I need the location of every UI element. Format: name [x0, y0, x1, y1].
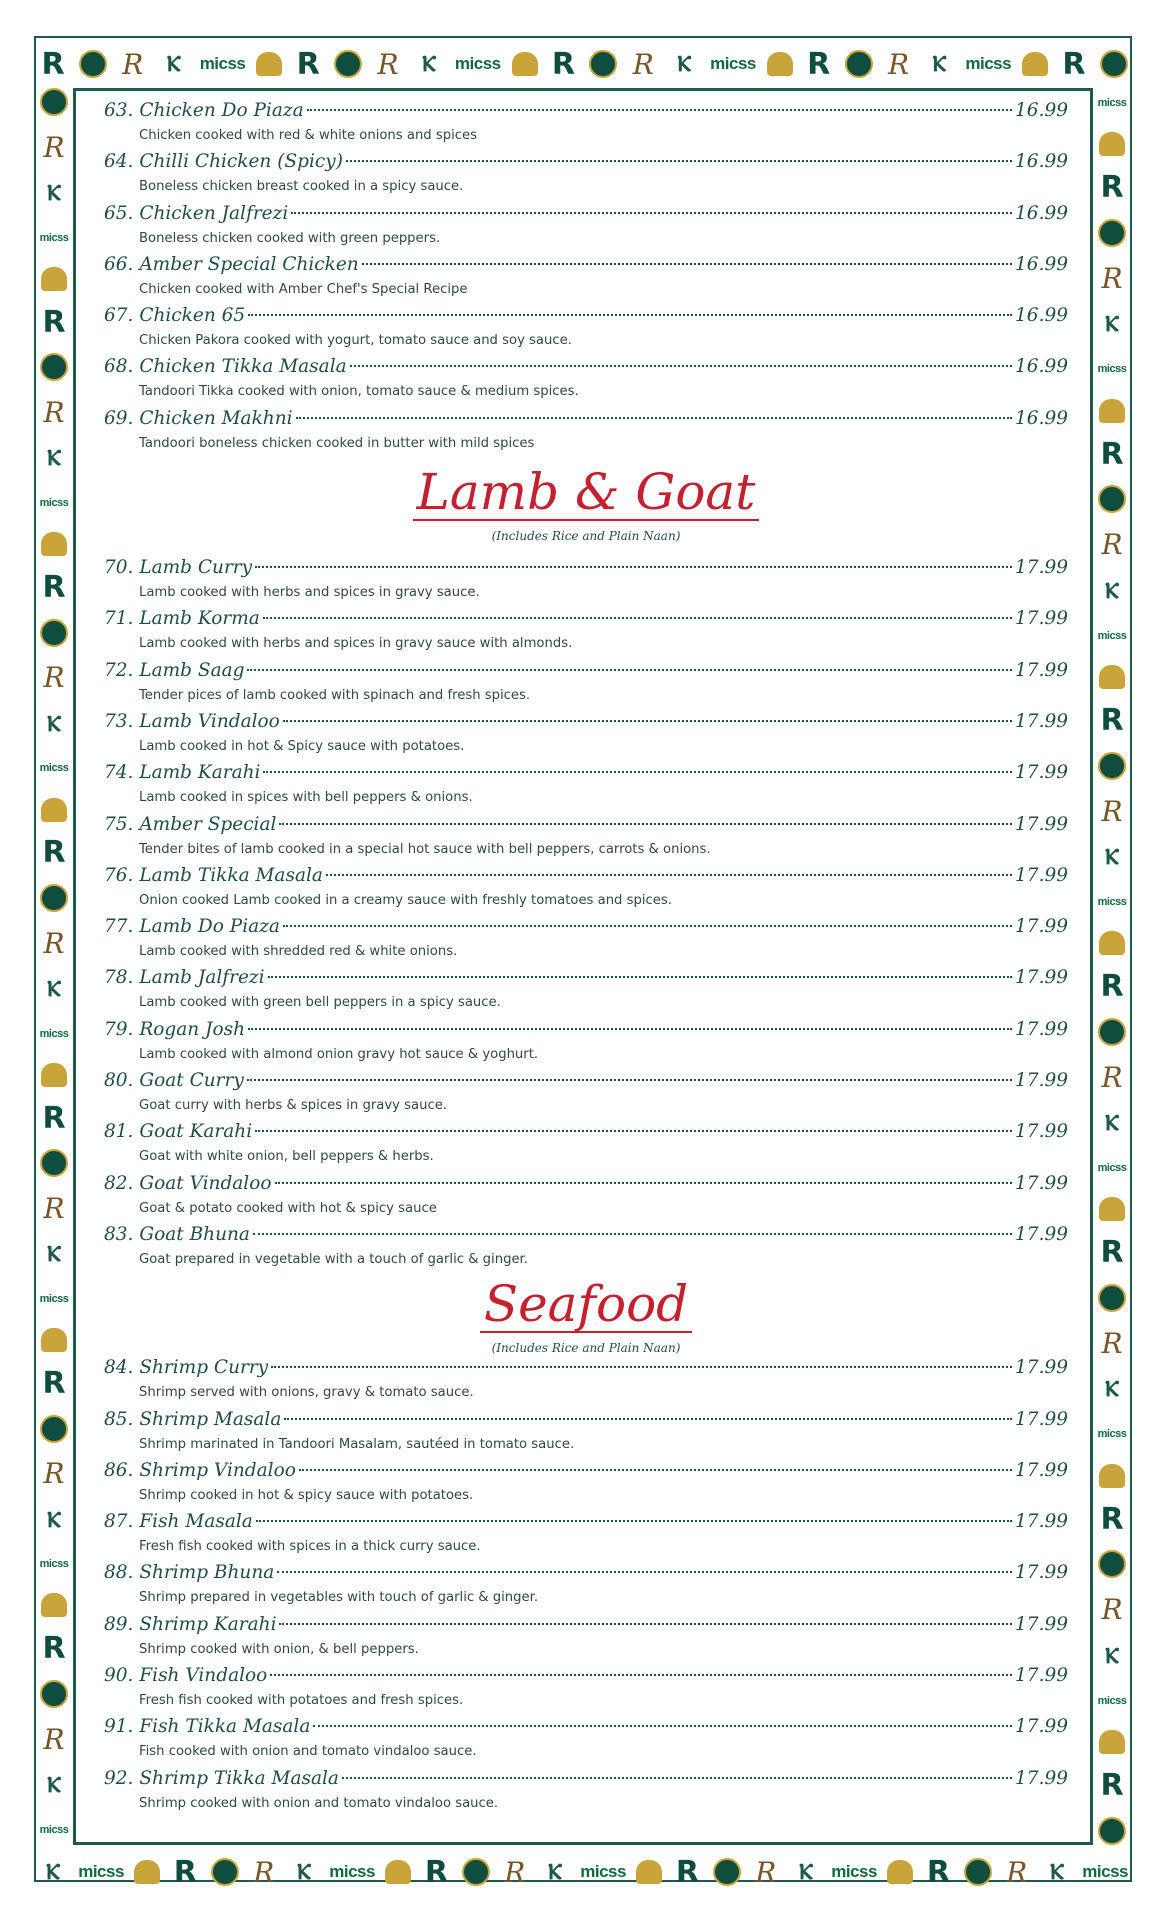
- item-name: 78. Lamb Jalfrezi: [104, 967, 265, 989]
- micss-logo-icon: micss: [831, 1862, 877, 1881]
- bar-glass-logo-icon: Ⲕ: [1105, 1377, 1119, 1403]
- script-r-logo-icon: R: [1101, 528, 1123, 562]
- food-bag-logo-icon: [767, 52, 793, 76]
- chicken-list: [104, 100, 1068, 459]
- script-r-logo-icon: R: [43, 396, 65, 430]
- item-description: Lamb cooked with herbs and spices in gravy sauce.: [139, 585, 480, 601]
- micss-logo-icon: micss: [1097, 1428, 1127, 1441]
- round-badge-logo-icon: [1100, 50, 1128, 78]
- item-price: 17.99: [1015, 1459, 1068, 1481]
- dot-leader: [279, 823, 1012, 825]
- menu-item: [104, 1665, 1068, 1716]
- item-name: 73. Lamb Vindaloo: [104, 710, 280, 732]
- dot-leader: [248, 314, 1012, 316]
- dot-leader: [275, 1182, 1013, 1184]
- menu-item: [104, 1070, 1068, 1121]
- round-badge-logo-icon: [40, 884, 68, 912]
- restaurant-r-logo-icon: R: [675, 1854, 699, 1890]
- item-price: 17.99: [1015, 813, 1068, 835]
- restaurant-r-logo-icon: R: [1100, 969, 1124, 1004]
- restaurant-r-logo-icon: R: [42, 304, 66, 340]
- item-description: Shrimp cooked with onion and tomato vindaloo sauce.: [139, 1795, 499, 1811]
- script-r-logo-icon: R: [43, 130, 65, 164]
- food-bag-logo-icon: [41, 532, 67, 556]
- item-price: 17.99: [1015, 1408, 1068, 1430]
- dot-leader: [253, 1233, 1012, 1235]
- menu-item: [104, 1562, 1068, 1613]
- item-description: Tender bites of lamb cooked in a special hot sauce with bell peppers, carrots & onions.: [139, 841, 711, 857]
- item-name: 69. Chicken Makhni: [104, 407, 293, 429]
- dot-leader: [296, 417, 1012, 419]
- food-bag-logo-icon: [1022, 52, 1048, 76]
- micss-logo-icon: micss: [1097, 97, 1127, 109]
- dot-leader: [263, 771, 1012, 773]
- dot-leader: [299, 1469, 1012, 1471]
- menu-item: [104, 100, 1068, 151]
- bar-glass-logo-icon: Ⲕ: [799, 1859, 813, 1885]
- item-price: 16.99: [1015, 407, 1068, 429]
- restaurant-r-logo-icon: R: [41, 46, 65, 82]
- script-r-logo-icon: R: [888, 47, 910, 81]
- dot-leader: [362, 263, 1012, 265]
- food-bag-logo-icon: [1099, 1730, 1125, 1754]
- micss-logo-icon: micss: [39, 1027, 69, 1040]
- item-description: Goat curry with herbs & spices in gravy sauce.: [139, 1098, 448, 1114]
- micss-logo-icon: micss: [710, 54, 756, 73]
- item-price: 17.99: [1015, 1172, 1068, 1194]
- bar-glass-logo-icon: Ⲕ: [1105, 1111, 1119, 1137]
- bar-glass-logo-icon: Ⲕ: [166, 51, 181, 77]
- food-bag-logo-icon: [1099, 132, 1125, 156]
- micss-logo-icon: micss: [1097, 1162, 1127, 1174]
- dot-leader: [346, 160, 1012, 162]
- item-description: Boneless chicken breast cooked in a spicy sauce.: [139, 179, 464, 195]
- restaurant-r-logo-icon: R: [1100, 1501, 1124, 1537]
- script-r-logo-icon: R: [1101, 1593, 1123, 1627]
- restaurant-r-logo-icon: R: [173, 1854, 197, 1890]
- item-price: 17.99: [1015, 762, 1068, 784]
- restaurant-r-logo-icon: R: [1100, 170, 1124, 206]
- restaurant-r-logo-icon: R: [551, 46, 576, 82]
- section-header-lamb-goat: [104, 459, 1068, 557]
- item-price: 17.99: [1015, 1070, 1068, 1092]
- script-r-logo-icon: R: [1101, 794, 1123, 828]
- micss-logo-icon: micss: [39, 231, 69, 244]
- bar-glass-logo-icon: Ⲕ: [1105, 1643, 1119, 1669]
- item-price: 17.99: [1015, 1121, 1068, 1143]
- item-price: 16.99: [1015, 202, 1068, 224]
- item-description: Shrimp prepared in vegetables with touch of garlic & ginger.: [139, 1590, 539, 1606]
- round-badge-logo-icon: [1098, 1018, 1126, 1046]
- dot-leader: [270, 1674, 1012, 1676]
- item-name: 89. Shrimp Karahi: [104, 1613, 277, 1635]
- item-price: 17.99: [1015, 1665, 1068, 1687]
- menu-item: [104, 1511, 1068, 1562]
- script-r-logo-icon: R: [504, 1855, 526, 1889]
- item-price: 17.99: [1015, 1223, 1068, 1245]
- script-r-logo-icon: R: [253, 1855, 275, 1889]
- menu-item: [104, 660, 1068, 711]
- item-description: Lamb cooked in spices with bell peppers & onions.: [139, 790, 473, 806]
- script-r-logo-icon: R: [1101, 1060, 1123, 1094]
- dot-leader: [271, 1366, 1012, 1368]
- micss-logo-icon: micss: [39, 1292, 69, 1305]
- micss-logo-icon: micss: [329, 1862, 375, 1881]
- round-badge-logo-icon: [713, 1858, 741, 1886]
- item-name: 75. Amber Special: [104, 813, 277, 835]
- item-name: 77. Lamb Do Piaza: [104, 916, 280, 938]
- food-bag-logo-icon: [256, 52, 282, 76]
- item-description: Lamb cooked in hot & Spicy sauce with potatoes.: [139, 738, 465, 754]
- item-name: 71. Lamb Korma: [104, 608, 260, 630]
- lamb-goat-list: [104, 557, 1068, 1275]
- menu-item: [104, 967, 1068, 1018]
- micss-logo-icon: micss: [580, 1862, 626, 1881]
- item-description: Goat with white onion, bell peppers & herbs.: [139, 1149, 434, 1165]
- round-badge-logo-icon: [40, 1149, 68, 1177]
- round-badge-logo-icon: [40, 353, 68, 381]
- script-r-logo-icon: R: [43, 1191, 65, 1225]
- food-bag-logo-icon: [1099, 1464, 1125, 1488]
- micss-logo-icon: micss: [1082, 1862, 1128, 1881]
- dot-leader: [255, 566, 1012, 568]
- bar-glass-logo-icon: Ⲕ: [932, 51, 947, 77]
- micss-logo-icon: micss: [965, 54, 1012, 73]
- bar-glass-logo-icon: Ⲕ: [422, 51, 436, 77]
- bar-glass-logo-icon: Ⲕ: [47, 180, 61, 206]
- dot-leader: [284, 1418, 1012, 1420]
- menu-content: [104, 100, 1068, 1819]
- script-r-logo-icon: R: [122, 47, 144, 81]
- bar-glass-logo-icon: Ⲕ: [677, 51, 692, 77]
- dot-leader: [247, 669, 1012, 671]
- item-name: 79. Rogan Josh: [104, 1018, 246, 1040]
- item-description: Shrimp marinated in Tandoori Masalam, sautéed in tomato sauce.: [139, 1436, 575, 1452]
- round-badge-logo-icon: [40, 619, 68, 647]
- round-badge-logo-icon: [1098, 1817, 1126, 1845]
- micss-logo-icon: micss: [39, 1558, 69, 1571]
- menu-item: [104, 711, 1068, 762]
- item-description: Lamb cooked with green bell peppers in a spicy sauce.: [139, 995, 501, 1011]
- restaurant-r-logo-icon: R: [1062, 46, 1086, 82]
- item-name: 87. Fish Masala: [104, 1511, 253, 1533]
- dot-leader: [342, 1777, 1012, 1779]
- item-description: Shrimp cooked with onion, & bell peppers.: [139, 1641, 419, 1657]
- restaurant-r-logo-icon: R: [42, 1365, 66, 1401]
- item-description: Fresh fish cooked with potatoes and fresh spices.: [139, 1693, 464, 1709]
- micss-logo-icon: micss: [1097, 1694, 1127, 1707]
- bar-glass-logo-icon: Ⲕ: [1105, 844, 1119, 870]
- item-name: 70. Lamb Curry: [104, 557, 253, 579]
- restaurant-r-logo-icon: R: [424, 1854, 448, 1890]
- bar-glass-logo-icon: Ⲕ: [1105, 312, 1119, 338]
- section-subtitle: (Includes Rice and Plain Naan): [491, 1341, 681, 1356]
- script-r-logo-icon: R: [377, 47, 399, 81]
- item-price: 17.99: [1015, 1562, 1068, 1584]
- script-r-logo-icon: R: [755, 1855, 777, 1889]
- food-bag-logo-icon: [41, 267, 67, 291]
- food-bag-logo-icon: [41, 1328, 67, 1352]
- item-name: 80. Goat Curry: [104, 1070, 244, 1092]
- restaurant-r-logo-icon: R: [807, 46, 831, 82]
- menu-item: [104, 408, 1068, 459]
- item-name: 64. Chilli Chicken (Spicy): [104, 151, 343, 173]
- script-r-logo-icon: R: [1101, 1327, 1123, 1360]
- logo-border-bottom: [38, 1850, 1128, 1894]
- menu-item: [104, 1357, 1068, 1408]
- food-bag-logo-icon: [1099, 1197, 1125, 1221]
- section-header-seafood: [104, 1275, 1068, 1357]
- item-name: 83. Goat Bhuna: [104, 1223, 250, 1245]
- section-title: Seafood: [480, 1279, 692, 1333]
- food-bag-logo-icon: [385, 1860, 411, 1884]
- round-badge-logo-icon: [211, 1858, 239, 1886]
- bar-glass-logo-icon: Ⲕ: [548, 1859, 562, 1885]
- restaurant-r-logo-icon: R: [42, 835, 66, 871]
- item-description: Onion cooked Lamb cooked in a creamy sauce with freshly tomatoes and spices.: [139, 892, 672, 908]
- menu-item: [104, 1460, 1068, 1511]
- item-description: Tandoori Tikka cooked with onion, tomato sauce & medium spices.: [139, 384, 579, 400]
- menu-item: [104, 1409, 1068, 1460]
- item-description: Chicken Pakora cooked with yogurt, tomato sauce and soy sauce.: [139, 333, 572, 349]
- dot-leader: [268, 976, 1012, 978]
- restaurant-r-logo-icon: R: [296, 46, 320, 82]
- round-badge-logo-icon: [40, 88, 68, 116]
- restaurant-r-logo-icon: R: [1100, 1235, 1124, 1271]
- item-price: 17.99: [1015, 1767, 1068, 1789]
- round-badge-logo-icon: [1098, 219, 1126, 247]
- round-badge-logo-icon: [462, 1858, 490, 1886]
- item-name: 84. Shrimp Curry: [104, 1357, 269, 1379]
- dot-leader: [247, 1079, 1012, 1081]
- item-name: 81. Goat Karahi: [104, 1121, 253, 1143]
- menu-item: [104, 203, 1068, 254]
- restaurant-r-logo-icon: R: [1100, 702, 1124, 738]
- menu-item: [104, 151, 1068, 202]
- item-name: 76. Lamb Tikka Masala: [104, 864, 323, 886]
- menu-item: [104, 1121, 1068, 1172]
- item-name: 67. Chicken 65: [104, 305, 246, 327]
- round-badge-logo-icon: [40, 1415, 68, 1443]
- item-name: 86. Shrimp Vindaloo: [104, 1459, 296, 1481]
- bar-glass-logo-icon: Ⲕ: [47, 446, 61, 472]
- script-r-logo-icon: R: [1101, 262, 1123, 295]
- menu-item: [104, 1224, 1068, 1275]
- item-price: 16.99: [1015, 356, 1068, 378]
- food-bag-logo-icon: [41, 798, 67, 822]
- dot-leader: [256, 1520, 1012, 1522]
- item-price: 17.99: [1015, 916, 1068, 938]
- round-badge-logo-icon: [40, 1680, 68, 1708]
- bar-glass-logo-icon: Ⲕ: [47, 1242, 61, 1268]
- item-name: 88. Shrimp Bhuna: [104, 1562, 275, 1584]
- item-price: 16.99: [1015, 100, 1068, 121]
- script-r-logo-icon: R: [43, 1457, 65, 1491]
- menu-item: [104, 1173, 1068, 1224]
- item-description: Goat prepared in vegetable with a touch of garlic & ginger.: [139, 1251, 528, 1267]
- item-name: 85. Shrimp Masala: [104, 1408, 282, 1430]
- bar-glass-logo-icon: Ⲕ: [47, 1772, 61, 1798]
- item-price: 17.99: [1015, 864, 1068, 886]
- bar-glass-logo-icon: Ⲕ: [297, 1859, 311, 1885]
- micss-logo-icon: micss: [1097, 895, 1127, 908]
- item-price: 17.99: [1015, 967, 1068, 989]
- menu-item: [104, 1019, 1068, 1070]
- food-bag-logo-icon: [1099, 931, 1125, 955]
- menu-item: [104, 865, 1068, 916]
- micss-logo-icon: micss: [1097, 629, 1127, 642]
- menu-item: [104, 916, 1068, 967]
- item-price: 16.99: [1015, 253, 1068, 275]
- item-name: 68. Chicken Tikka Masala: [104, 356, 347, 378]
- item-name: 82. Goat Vindaloo: [104, 1172, 272, 1194]
- logo-border-right: [1096, 88, 1128, 1845]
- menu-item: [104, 608, 1068, 659]
- menu-item: [104, 305, 1068, 356]
- round-badge-logo-icon: [1098, 752, 1126, 780]
- micss-logo-icon: micss: [454, 54, 501, 73]
- item-description: Goat & potato cooked with hot & spicy sauce: [139, 1200, 437, 1216]
- logo-border-top: [38, 42, 1128, 86]
- menu-item: [104, 762, 1068, 813]
- bar-glass-logo-icon: Ⲕ: [47, 711, 61, 737]
- bar-glass-logo-icon: Ⲕ: [47, 1507, 61, 1533]
- menu-item: [104, 814, 1068, 865]
- item-name: 66. Amber Special Chicken: [104, 253, 359, 275]
- round-badge-logo-icon: [964, 1858, 992, 1886]
- item-description: Shrimp cooked in hot & spicy sauce with potatoes.: [139, 1487, 474, 1503]
- section-subtitle: (Includes Rice and Plain Naan): [491, 529, 681, 544]
- dot-leader: [283, 720, 1012, 722]
- round-badge-logo-icon: [79, 50, 107, 78]
- dot-leader: [279, 1623, 1012, 1625]
- menu-item: [104, 254, 1068, 305]
- round-badge-logo-icon: [1098, 485, 1126, 513]
- restaurant-r-logo-icon: R: [42, 569, 66, 605]
- restaurant-r-logo-icon: R: [926, 1854, 950, 1890]
- restaurant-r-logo-icon: R: [1100, 436, 1124, 472]
- bar-glass-logo-icon: Ⲕ: [47, 976, 61, 1002]
- item-name: 91. Fish Tikka Masala: [104, 1716, 311, 1738]
- item-description: Boneless chicken cooked with green peppers.: [139, 230, 441, 246]
- item-description: Tandoori boneless chicken cooked in butter with mild spices: [139, 435, 535, 451]
- bar-glass-logo-icon: Ⲕ: [1050, 1859, 1064, 1885]
- script-r-logo-icon: R: [43, 926, 65, 960]
- item-price: 17.99: [1015, 557, 1068, 579]
- item-name: 72. Lamb Saag: [104, 659, 245, 681]
- item-price: 16.99: [1015, 151, 1068, 173]
- dot-leader: [263, 617, 1012, 619]
- micss-logo-icon: micss: [1097, 363, 1127, 376]
- micss-logo-icon: micss: [78, 1862, 124, 1881]
- item-name: 90. Fish Vindaloo: [104, 1665, 268, 1687]
- dot-leader: [277, 1571, 1012, 1573]
- item-name: 74. Lamb Karahi: [104, 762, 261, 784]
- food-bag-logo-icon: [1099, 665, 1125, 689]
- menu-item: [104, 1716, 1068, 1767]
- item-price: 17.99: [1015, 1018, 1068, 1040]
- micss-logo-icon: micss: [39, 1823, 69, 1836]
- item-description: Chicken cooked with red & white onions and spices: [139, 128, 477, 143]
- micss-logo-icon: micss: [199, 54, 246, 73]
- restaurant-r-logo-icon: R: [42, 1100, 66, 1136]
- food-bag-logo-icon: [512, 52, 538, 76]
- item-price: 17.99: [1015, 1357, 1068, 1379]
- menu-item: [104, 356, 1068, 407]
- menu-item: [104, 1614, 1068, 1665]
- item-description: Chicken cooked with Amber Chef's Special Recipe: [139, 281, 468, 297]
- dot-leader: [313, 1725, 1012, 1727]
- script-r-logo-icon: R: [43, 1722, 65, 1756]
- restaurant-r-logo-icon: R: [42, 1631, 66, 1667]
- dot-leader: [291, 212, 1012, 214]
- seafood-list: [104, 1357, 1068, 1819]
- item-price: 17.99: [1015, 608, 1068, 630]
- dot-leader: [326, 874, 1012, 876]
- item-description: Shrimp served with onions, gravy & tomato sauce.: [139, 1385, 474, 1401]
- script-r-logo-icon: R: [632, 47, 654, 81]
- restaurant-r-logo-icon: R: [1100, 1767, 1124, 1803]
- item-price: 17.99: [1015, 659, 1068, 681]
- item-name: 63. Chicken Do Piaza: [104, 100, 304, 121]
- item-name: 92. Shrimp Tikka Masala: [104, 1767, 339, 1789]
- round-badge-logo-icon: [1098, 1550, 1126, 1578]
- round-badge-logo-icon: [589, 50, 617, 78]
- bar-glass-logo-icon: Ⲕ: [1105, 578, 1119, 604]
- round-badge-logo-icon: [1098, 1284, 1126, 1312]
- dot-leader: [307, 109, 1012, 111]
- item-price: 17.99: [1015, 710, 1068, 732]
- micss-logo-icon: micss: [39, 762, 69, 775]
- menu-item: [104, 1768, 1068, 1819]
- food-bag-logo-icon: [41, 1063, 67, 1087]
- item-price: 17.99: [1015, 1716, 1068, 1738]
- item-price: 17.99: [1015, 1511, 1068, 1533]
- round-badge-logo-icon: [845, 50, 873, 78]
- food-bag-logo-icon: [41, 1593, 67, 1617]
- micss-logo-icon: micss: [39, 496, 69, 509]
- item-name: 65. Chicken Jalfrezi: [104, 202, 289, 224]
- script-r-logo-icon: R: [43, 661, 65, 695]
- dot-leader: [283, 925, 1012, 927]
- item-description: Fish cooked with onion and tomato vindaloo sauce.: [139, 1744, 477, 1760]
- item-description: Lamb cooked with shredded red & white onions.: [139, 944, 458, 960]
- food-bag-logo-icon: [1099, 399, 1125, 423]
- item-description: Tender pices of lamb cooked with spinach and fresh spices.: [139, 687, 531, 703]
- food-bag-logo-icon: [887, 1860, 913, 1884]
- dot-leader: [255, 1130, 1012, 1132]
- dot-leader: [350, 365, 1012, 367]
- food-bag-logo-icon: [636, 1860, 662, 1884]
- bar-glass-logo-icon: Ⲕ: [46, 1859, 60, 1885]
- logo-border-left: [38, 88, 70, 1845]
- food-bag-logo-icon: [134, 1860, 160, 1884]
- item-description: Lamb cooked with almond onion gravy hot sauce & yoghurt.: [139, 1046, 539, 1062]
- item-description: Fresh fish cooked with spices in a thick curry sauce.: [139, 1539, 481, 1555]
- item-price: 17.99: [1015, 1613, 1068, 1635]
- item-description: Lamb cooked with herbs and spices in gravy sauce with almonds.: [139, 636, 573, 652]
- item-price: 16.99: [1015, 305, 1068, 327]
- section-title: Lamb & Goat: [413, 467, 760, 521]
- menu-item: [104, 557, 1068, 608]
- dot-leader: [248, 1028, 1012, 1030]
- round-badge-logo-icon: [334, 50, 362, 78]
- script-r-logo-icon: R: [1006, 1855, 1028, 1889]
